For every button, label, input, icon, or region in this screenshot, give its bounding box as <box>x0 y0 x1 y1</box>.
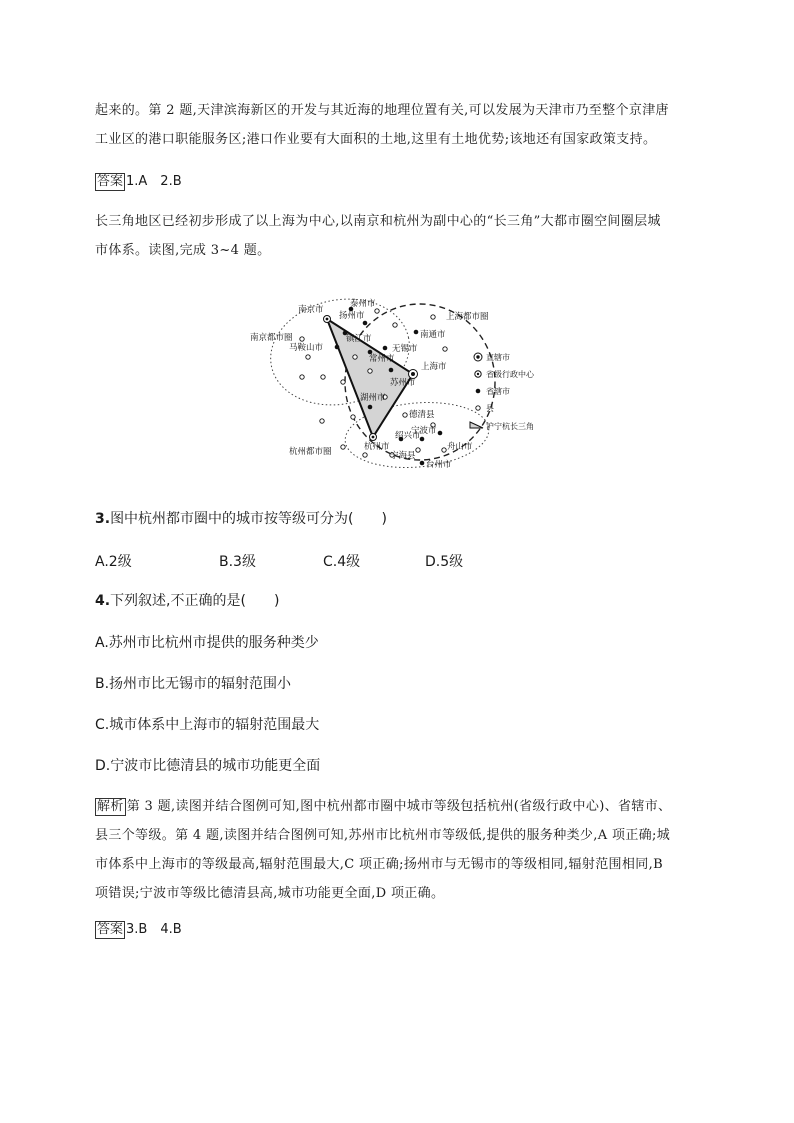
label-wuxi: 无锡市 <box>392 344 418 354</box>
label-yangzhou: 扬州市 <box>339 311 365 321</box>
q3-option-b[interactable]: B.3级 <box>219 554 256 570</box>
legend-provincial-capital <box>475 369 535 379</box>
label-huzhou: 湖州市 <box>360 393 386 403</box>
nanjing-marker <box>324 316 331 323</box>
analysis-line-1: 解析 第 3 题,读图并结合图例可知,图中杭州都市圈中城市等级包括杭州(省级行政中心)、省辖市、 <box>97 799 672 814</box>
legend-label-3: 省辖市 <box>486 387 510 396</box>
label-hangzhou: 杭州市 <box>364 442 390 452</box>
label-shanghai: 上海市 <box>421 362 447 372</box>
q4-option-d[interactable]: D.宁波市比德清县的城市功能更全面 <box>95 758 321 774</box>
prev-explanation <box>95 96 710 154</box>
legend-county <box>476 404 494 413</box>
label-zhenjiang: 镇江市 <box>346 334 372 344</box>
q3-option-a[interactable]: A.2级 <box>95 554 132 570</box>
legend-label-2: 省级行政中心 <box>486 370 534 379</box>
q3-option-d[interactable]: D.5级 <box>425 554 464 570</box>
intro-line-1: 长三角地区已经初步形成了以上海为中心,以南京和杭州为副中心的“长三角”大都市圈空间圈层城 <box>95 214 661 229</box>
hangzhou-marker <box>370 434 377 441</box>
analysis-line-4: 项错误;宁波市等级比德清县高,城市功能更全面,D 项正确。 <box>95 886 445 901</box>
question-3 <box>95 510 387 528</box>
question-3-stem: 图中杭州都市圈中的城市按等级可分为( ) <box>110 511 387 527</box>
question-4-stem: 下列叙述,不正确的是( ) <box>110 593 280 609</box>
q4-option-b[interactable]: B.扬州市比无锡市的辐射范围小 <box>95 676 292 692</box>
label-nanjing-circle: 南京都市圈 <box>250 333 293 343</box>
q4-option-c[interactable]: C.城市体系中上海市的辐射范围最大 <box>95 717 320 733</box>
label-suzhou: 苏州市 <box>390 378 416 388</box>
answer-block-1 <box>95 172 182 191</box>
map-legend <box>470 352 535 431</box>
question-4-number: 4. <box>95 593 111 609</box>
question-intro <box>95 207 710 265</box>
prev-explanation-line-2: 工业区的港口职能服务区;港口作业要有大面积的土地,这里有土地优势;该地还有国家政策支持。 <box>95 132 657 147</box>
legend-direct-city <box>474 352 510 362</box>
prev-explanation-line-1: 起来的。第 2 题,天津滨海新区的开发与其近海的地理位置有关,可以发展为天津市乃至整个京津唐 <box>95 103 669 118</box>
answer-text-2: 3.B 4.B <box>126 922 182 937</box>
legend-prefecture-city <box>476 386 510 396</box>
analysis-line-2: 县三个等级。第 4 题,读图并结合图例可知,苏州市比杭州市等级低,提供的服务种类少,A 项正确;城 <box>95 828 671 843</box>
label-taizhou: 泰州市 <box>350 299 376 309</box>
analysis-line-3: 市体系中上海市的等级最高,辐射范围最大,C 项正确;扬州市与无锡市的等级相同,辐射范围相同,B <box>95 857 663 872</box>
label-shanghai-circle: 上海都市圈 <box>446 312 489 322</box>
answer-text: 1.A 2.B <box>126 174 182 189</box>
label-deqing: 德清县 <box>409 410 435 420</box>
intro-line-2: 市体系。读图,完成 3~4 题。 <box>95 243 271 258</box>
question-3-number: 3. <box>95 511 111 527</box>
q4-option-a[interactable]: A.苏州市比杭州市提供的服务种类少 <box>95 635 319 651</box>
label-maanshan: 马鞍山市 <box>289 343 324 353</box>
answer-block-2 <box>95 920 182 939</box>
yangtze-delta-map <box>245 287 565 477</box>
label-hangzhou-circle: 杭州都市圈 <box>289 447 332 457</box>
analysis-tag: 解析 <box>97 799 124 814</box>
label-zhoushan: 舟山市 <box>447 442 473 452</box>
label-taizhou-zj: 台州市 <box>426 460 452 470</box>
legend-label-4: 县 <box>486 404 494 413</box>
label-nantong: 南通市 <box>420 330 446 340</box>
q3-option-c[interactable]: C.4级 <box>323 554 361 570</box>
label-ningbo: 宁波市 <box>411 426 437 436</box>
analysis-block <box>95 792 710 908</box>
answer-tag: 答案 <box>97 174 124 189</box>
label-ninghai: 宁海县 <box>390 451 416 461</box>
legend-label-1: 直辖市 <box>486 353 510 362</box>
answer-tag-2: 答案 <box>97 922 124 937</box>
label-nanjing: 南京市 <box>298 305 324 315</box>
label-shaoxing: 绍兴市 <box>395 431 421 441</box>
legend-label-5: 沪宁杭长三角 <box>486 422 534 431</box>
question-4 <box>95 592 279 610</box>
label-changzhou: 常州市 <box>369 354 395 364</box>
